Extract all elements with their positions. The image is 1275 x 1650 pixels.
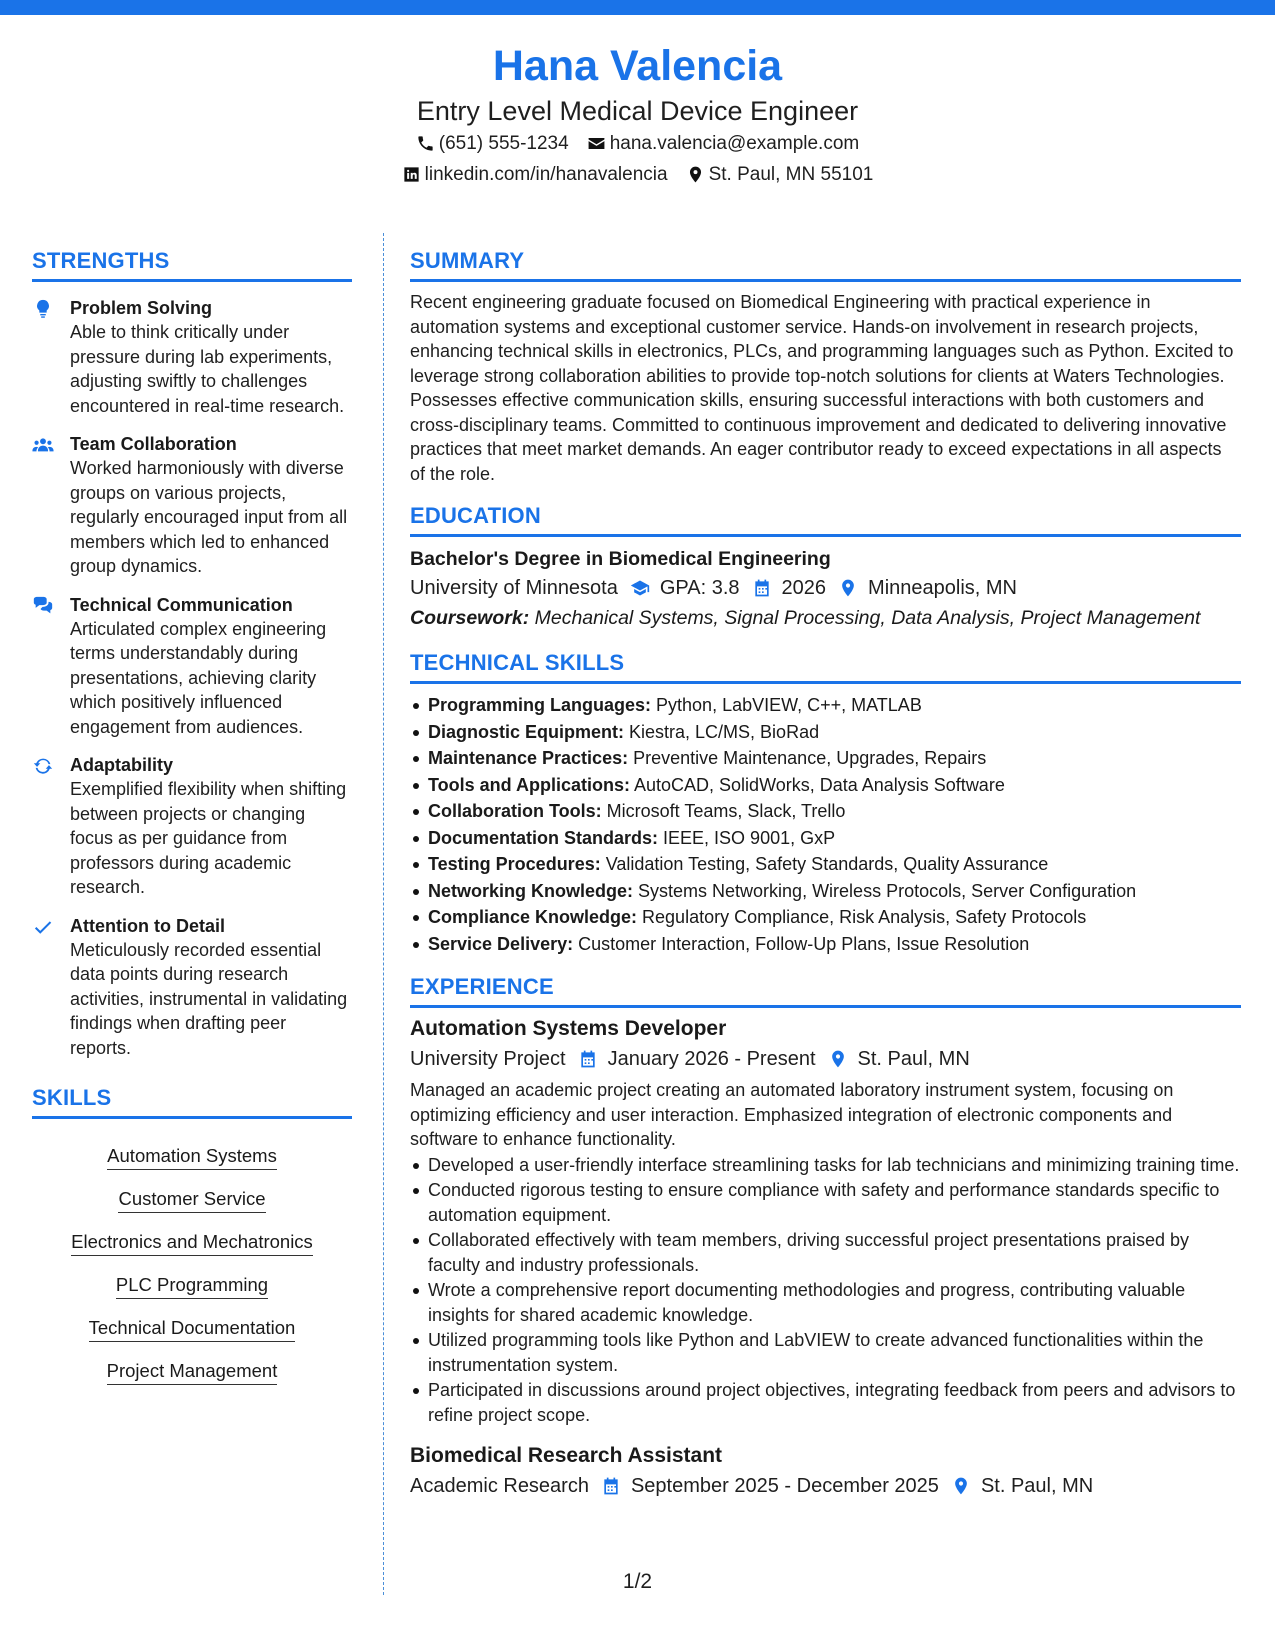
tech-label: Networking Knowledge: — [428, 880, 634, 901]
strength-title: Problem Solving — [70, 298, 213, 318]
job-org: University Project — [410, 1048, 566, 1070]
job-entry — [410, 1441, 1241, 1501]
strength-item — [32, 593, 352, 740]
phone-text: (651) 555-1234 — [438, 133, 569, 154]
strength-title: Attention to Detail — [70, 915, 225, 936]
strength-title: Technical Communication — [70, 594, 293, 615]
contact-phone — [416, 128, 569, 159]
contact-location — [686, 159, 874, 190]
job-title: Automation Systems Developer — [410, 1017, 727, 1040]
job-org: Academic Research — [410, 1475, 589, 1497]
calendar-icon — [601, 1476, 621, 1496]
tech-label: Compliance Knowledge: — [428, 907, 638, 927]
skill-tag: Customer Service — [118, 1186, 265, 1213]
list-item — [410, 772, 1241, 799]
list-item: Collaborated effectively with team members, driving successful project presentations praised by faculty and industry professionals. — [410, 1228, 1241, 1277]
graduation-year: 2026 — [781, 577, 827, 599]
list-item — [410, 719, 1241, 746]
job-bullets — [410, 1153, 1241, 1428]
job-dates: September 2025 - December 2025 — [630, 1475, 939, 1497]
experience-heading: EXPERIENCE — [410, 973, 1241, 1008]
list-item — [410, 825, 1241, 852]
skills-list — [32, 1127, 352, 1385]
column-divider — [383, 233, 384, 1595]
school-name: University of Minnesota — [410, 577, 618, 599]
left-column — [32, 247, 352, 1385]
right-column — [410, 247, 1241, 1501]
envelope-icon — [587, 134, 606, 153]
list-item: Utilized programming tools like Python and LabVIEW to create advanced functionalities within the instrumentation system. — [410, 1328, 1241, 1377]
skill-tag: Project Management — [107, 1358, 278, 1385]
degree-name: Bachelor's Degree in Biomedical Engineering — [410, 548, 831, 570]
sync-icon — [32, 755, 54, 777]
tech-label: Tools and Applications: — [428, 774, 630, 795]
skill-tag: Electronics and Mechatronics — [71, 1229, 313, 1256]
tech-label: Testing Procedures: — [428, 854, 601, 874]
technical-skills-heading: TECHNICAL SKILLS — [410, 649, 1241, 684]
location-text: St. Paul, MN 55101 — [708, 164, 874, 185]
strength-title: Team Collaboration — [70, 434, 237, 454]
resume-header — [0, 40, 1275, 190]
contact-linkedin[interactable] — [402, 159, 668, 190]
tech-value: Validation Testing, Safety Standards, Quality Assurance — [600, 854, 1049, 874]
list-item — [410, 931, 1241, 958]
candidate-name: Hana Valencia — [492, 42, 783, 90]
job-location: St. Paul, MN — [857, 1048, 970, 1070]
tech-value: Microsoft Teams, Slack, Trello — [601, 801, 846, 821]
summary-text: Recent engineering graduate focused on Biomedical Engineering with practical experience in automation systems and exceptional customer service. Hands-on involvement in research projects, enhancing technical skills in electronics, PLCs, and programming languages such as Python. Excited to leverage strong collaboration abilities to provide top-notch solutions for clients at Waters Technologies. Possesses effective communication skills, ensuring successful interactions with both customers and cross-disciplinary teams. Committed to continuous improvement and dedicated to delivering innovative practices that meet market demands. An eager contributor ready to exceed expectations in all aspects of the role. — [410, 292, 1234, 484]
tech-value: IEEE, ISO 9001, GxP — [658, 827, 836, 848]
tech-label: Collaboration Tools: — [428, 801, 602, 821]
list-item — [410, 798, 1241, 825]
skill-tag: Automation Systems — [107, 1143, 277, 1170]
list-item: Conducted rigorous testing to ensure compliance with safety and performance standards specific to automation equipment. — [410, 1178, 1241, 1227]
strength-item — [32, 914, 352, 1061]
tech-value: Customer Interaction, Follow-Up Plans, Issue Resolution — [573, 933, 1030, 954]
skill-tag: PLC Programming — [116, 1272, 268, 1299]
strength-desc: Meticulously recorded essential data points during research activities, instrumental in validating findings when drafting peer reports. — [70, 939, 348, 1058]
tech-value: Python, LabVIEW, C++, MATLAB — [651, 695, 922, 715]
graduation-cap-icon — [630, 578, 650, 598]
map-pin-icon — [951, 1476, 971, 1496]
list-item: Wrote a comprehensive report documenting methodologies and progress, contributing valuable insights for shared academic knowledge. — [410, 1278, 1241, 1327]
tech-value: Regulatory Compliance, Risk Analysis, Safety Protocols — [637, 907, 1087, 927]
list-item: Participated in discussions around project objectives, integrating feedback from peers and advisors to refine project scope. — [410, 1378, 1241, 1427]
job-meta — [410, 1471, 1241, 1501]
checkmark-icon — [32, 916, 54, 938]
skill-tag: Technical Documentation — [89, 1315, 296, 1342]
coursework-list: Mechanical Systems, Signal Processing, Data Analysis, Project Management — [529, 607, 1201, 629]
map-pin-icon — [838, 578, 858, 598]
job-dates: January 2026 - Present — [607, 1048, 816, 1070]
contact-row-2 — [0, 159, 1275, 190]
phone-icon — [416, 134, 435, 153]
email-text[interactable]: hana.valencia@example.com — [609, 133, 860, 154]
contact-email[interactable] — [587, 128, 860, 159]
calendar-icon — [578, 1049, 598, 1069]
coursework-label: Coursework: — [410, 607, 530, 629]
skills-heading: SKILLS — [32, 1084, 352, 1119]
technical-skills-list — [410, 692, 1241, 957]
strength-item — [32, 753, 352, 900]
calendar-icon — [752, 578, 772, 598]
job-title: Biomedical Research Assistant — [410, 1444, 723, 1467]
list-item — [410, 692, 1241, 719]
list-item — [410, 904, 1241, 931]
tech-value: AutoCAD, SolidWorks, Data Analysis Software — [630, 774, 1005, 795]
list-item — [410, 878, 1241, 905]
strength-desc: Exemplified flexibility when shifting between projects or changing focus as per guidance from professors during academic research. — [70, 779, 347, 897]
tech-label: Diagnostic Equipment: — [428, 721, 625, 742]
list-item — [410, 745, 1241, 772]
list-item — [410, 851, 1241, 878]
list-item: Developed a user-friendly interface streamlining tasks for lab technicians and minimizing training time. — [410, 1153, 1241, 1178]
users-icon — [32, 434, 54, 456]
tech-label: Programming Languages: — [428, 695, 652, 715]
tech-value: Preventive Maintenance, Upgrades, Repairs — [628, 748, 987, 768]
strength-item — [32, 432, 352, 579]
job-meta — [410, 1044, 1241, 1074]
map-pin-icon — [828, 1049, 848, 1069]
strength-item — [32, 296, 352, 418]
lightbulb-icon — [32, 298, 54, 320]
job-entry — [410, 1014, 1241, 1427]
top-accent-bar — [0, 0, 1275, 15]
job-location: St. Paul, MN — [980, 1475, 1094, 1497]
gpa-text: GPA: 3.8 — [659, 577, 740, 599]
strength-desc: Worked harmoniously with diverse groups on various projects, regularly encouraged input from all members which led to enhanced group dynamics. — [70, 458, 348, 576]
strength-desc: Able to think critically under pressure during lab experiments, adjusting swiftly to challenges encountered in real-time research. — [70, 322, 345, 416]
page-number: 1/2 — [622, 1570, 653, 1593]
education-meta — [410, 573, 1241, 603]
candidate-title: Entry Level Medical Device Engineer — [416, 96, 859, 126]
tech-label: Maintenance Practices: — [428, 748, 629, 768]
summary-heading: SUMMARY — [410, 247, 1241, 282]
strengths-heading: STRENGTHS — [32, 247, 352, 282]
strength-title: Adaptability — [70, 755, 174, 775]
contact-row-1 — [0, 128, 1275, 159]
tech-value: Systems Networking, Wireless Protocols, Server Configuration — [633, 880, 1137, 901]
tech-label: Service Delivery: — [428, 933, 574, 954]
job-description: Managed an academic project creating an automated laboratory instrument system, focusing on optimizing efficiency and user interaction. Emphasized integration of electronic components and software to enhance functionality. — [410, 1080, 1174, 1149]
map-pin-icon — [686, 165, 705, 184]
strength-desc: Articulated complex engineering terms understandably during presentations, achieving clarity which positively influenced engagement from audiences. — [70, 618, 327, 737]
tech-label: Documentation Standards: — [428, 827, 659, 848]
tech-value: Kiestra, LC/MS, BioRad — [624, 721, 820, 742]
coursework — [410, 603, 1241, 633]
school-location: Minneapolis, MN — [868, 577, 1017, 599]
linkedin-icon — [402, 165, 421, 184]
education-heading: EDUCATION — [410, 502, 1241, 537]
chat-icon — [32, 595, 54, 617]
linkedin-text[interactable]: linkedin.com/in/hanavalencia — [424, 164, 668, 185]
